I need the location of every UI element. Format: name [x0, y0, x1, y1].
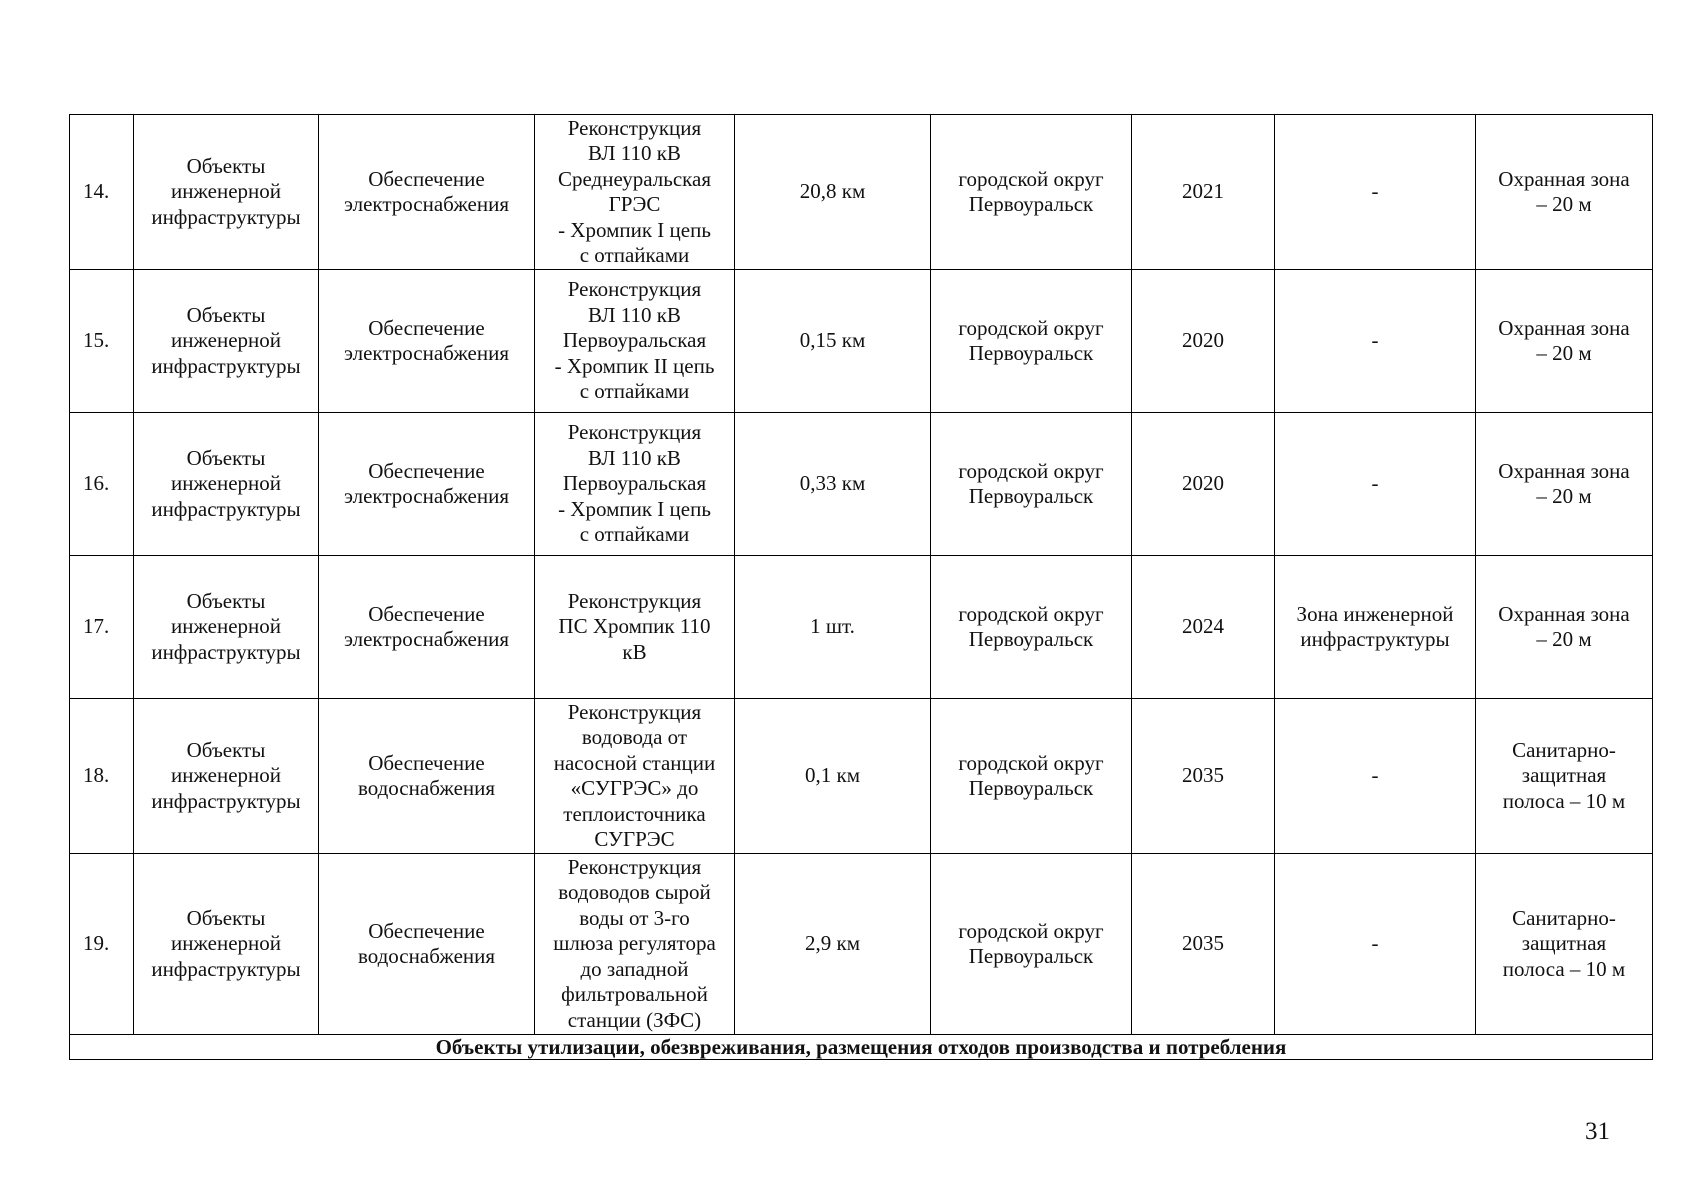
object-year: 2020	[1132, 413, 1275, 556]
objects-table	[69, 114, 1653, 1060]
functional-zone: -	[1275, 699, 1476, 854]
object-purpose: Обеспечение электроснабжения	[319, 115, 535, 270]
row-number: 19.	[70, 854, 134, 1035]
object-purpose: Обеспечение электроснабжения	[319, 270, 535, 413]
object-size: 0,15 км	[735, 270, 931, 413]
object-size: 0,1 км	[735, 699, 931, 854]
object-type: Объекты инженерной инфраструктуры	[134, 854, 319, 1035]
object-purpose: Обеспечение электроснабжения	[319, 556, 535, 699]
object-year: 2021	[1132, 115, 1275, 270]
section-header-row	[70, 1035, 1653, 1060]
restriction-zone: Охранная зона – 20 м	[1476, 413, 1653, 556]
object-purpose: Обеспечение электроснабжения	[319, 413, 535, 556]
row-number: 17.	[70, 556, 134, 699]
object-purpose: Обеспечение водоснабжения	[319, 699, 535, 854]
table-row	[70, 854, 1653, 1035]
object-location: городской округ Первоуральск	[931, 413, 1132, 556]
object-name: Реконструкция ВЛ 110 кВ Среднеуральская ГРЭС - Хромпик I цепь с отпайками	[535, 115, 735, 270]
object-year: 2035	[1132, 854, 1275, 1035]
row-number: 16.	[70, 413, 134, 556]
object-year: 2035	[1132, 699, 1275, 854]
restriction-zone: Охранная зона – 20 м	[1476, 556, 1653, 699]
object-type: Объекты инженерной инфраструктуры	[134, 556, 319, 699]
functional-zone: -	[1275, 413, 1476, 556]
row-number: 18.	[70, 699, 134, 854]
object-location: городской округ Первоуральск	[931, 556, 1132, 699]
object-type: Объекты инженерной инфраструктуры	[134, 413, 319, 556]
object-name: Реконструкция ВЛ 110 кВ Первоуральская - Хромпик II цепь с отпайками	[535, 270, 735, 413]
object-name: Реконструкция ВЛ 110 кВ Первоуральская - Хромпик I цепь с отпайками	[535, 413, 735, 556]
functional-zone: Зона инженерной инфраструктуры	[1275, 556, 1476, 699]
row-number: 15.	[70, 270, 134, 413]
restriction-zone: Охранная зона – 20 м	[1476, 270, 1653, 413]
object-type: Объекты инженерной инфраструктуры	[134, 270, 319, 413]
object-type: Объекты инженерной инфраструктуры	[134, 115, 319, 270]
object-name: Реконструкция водовода от насосной станции «СУГРЭС» до теплоисточника СУГРЭС	[535, 699, 735, 854]
object-purpose: Обеспечение водоснабжения	[319, 854, 535, 1035]
restriction-zone: Санитарно- защитная полоса – 10 м	[1476, 854, 1653, 1035]
functional-zone: -	[1275, 115, 1476, 270]
object-location: городской округ Первоуральск	[931, 115, 1132, 270]
object-size: 1 шт.	[735, 556, 931, 699]
object-size: 20,8 км	[735, 115, 931, 270]
object-location: городской округ Первоуральск	[931, 699, 1132, 854]
table-row	[70, 270, 1653, 413]
object-year: 2020	[1132, 270, 1275, 413]
table-row	[70, 699, 1653, 854]
table-row	[70, 115, 1653, 270]
object-location: городской округ Первоуральск	[931, 270, 1132, 413]
restriction-zone: Охранная зона – 20 м	[1476, 115, 1653, 270]
object-size: 0,33 км	[735, 413, 931, 556]
section-header: Объекты утилизации, обезвреживания, размещения отходов производства и потребления	[70, 1035, 1653, 1060]
row-number: 14.	[70, 115, 134, 270]
object-year: 2024	[1132, 556, 1275, 699]
table-row	[70, 413, 1653, 556]
object-type: Объекты инженерной инфраструктуры	[134, 699, 319, 854]
functional-zone: -	[1275, 270, 1476, 413]
page-number: 31	[1585, 1118, 1610, 1145]
object-size: 2,9 км	[735, 854, 931, 1035]
functional-zone: -	[1275, 854, 1476, 1035]
object-name: Реконструкция водоводов сырой воды от 3-го шлюза регулятора до западной фильтровальной станции (ЗФС)	[535, 854, 735, 1035]
restriction-zone: Санитарно- защитная полоса – 10 м	[1476, 699, 1653, 854]
object-location: городской округ Первоуральск	[931, 854, 1132, 1035]
object-name: Реконструкция ПС Хромпик 110 кВ	[535, 556, 735, 699]
table-row	[70, 556, 1653, 699]
